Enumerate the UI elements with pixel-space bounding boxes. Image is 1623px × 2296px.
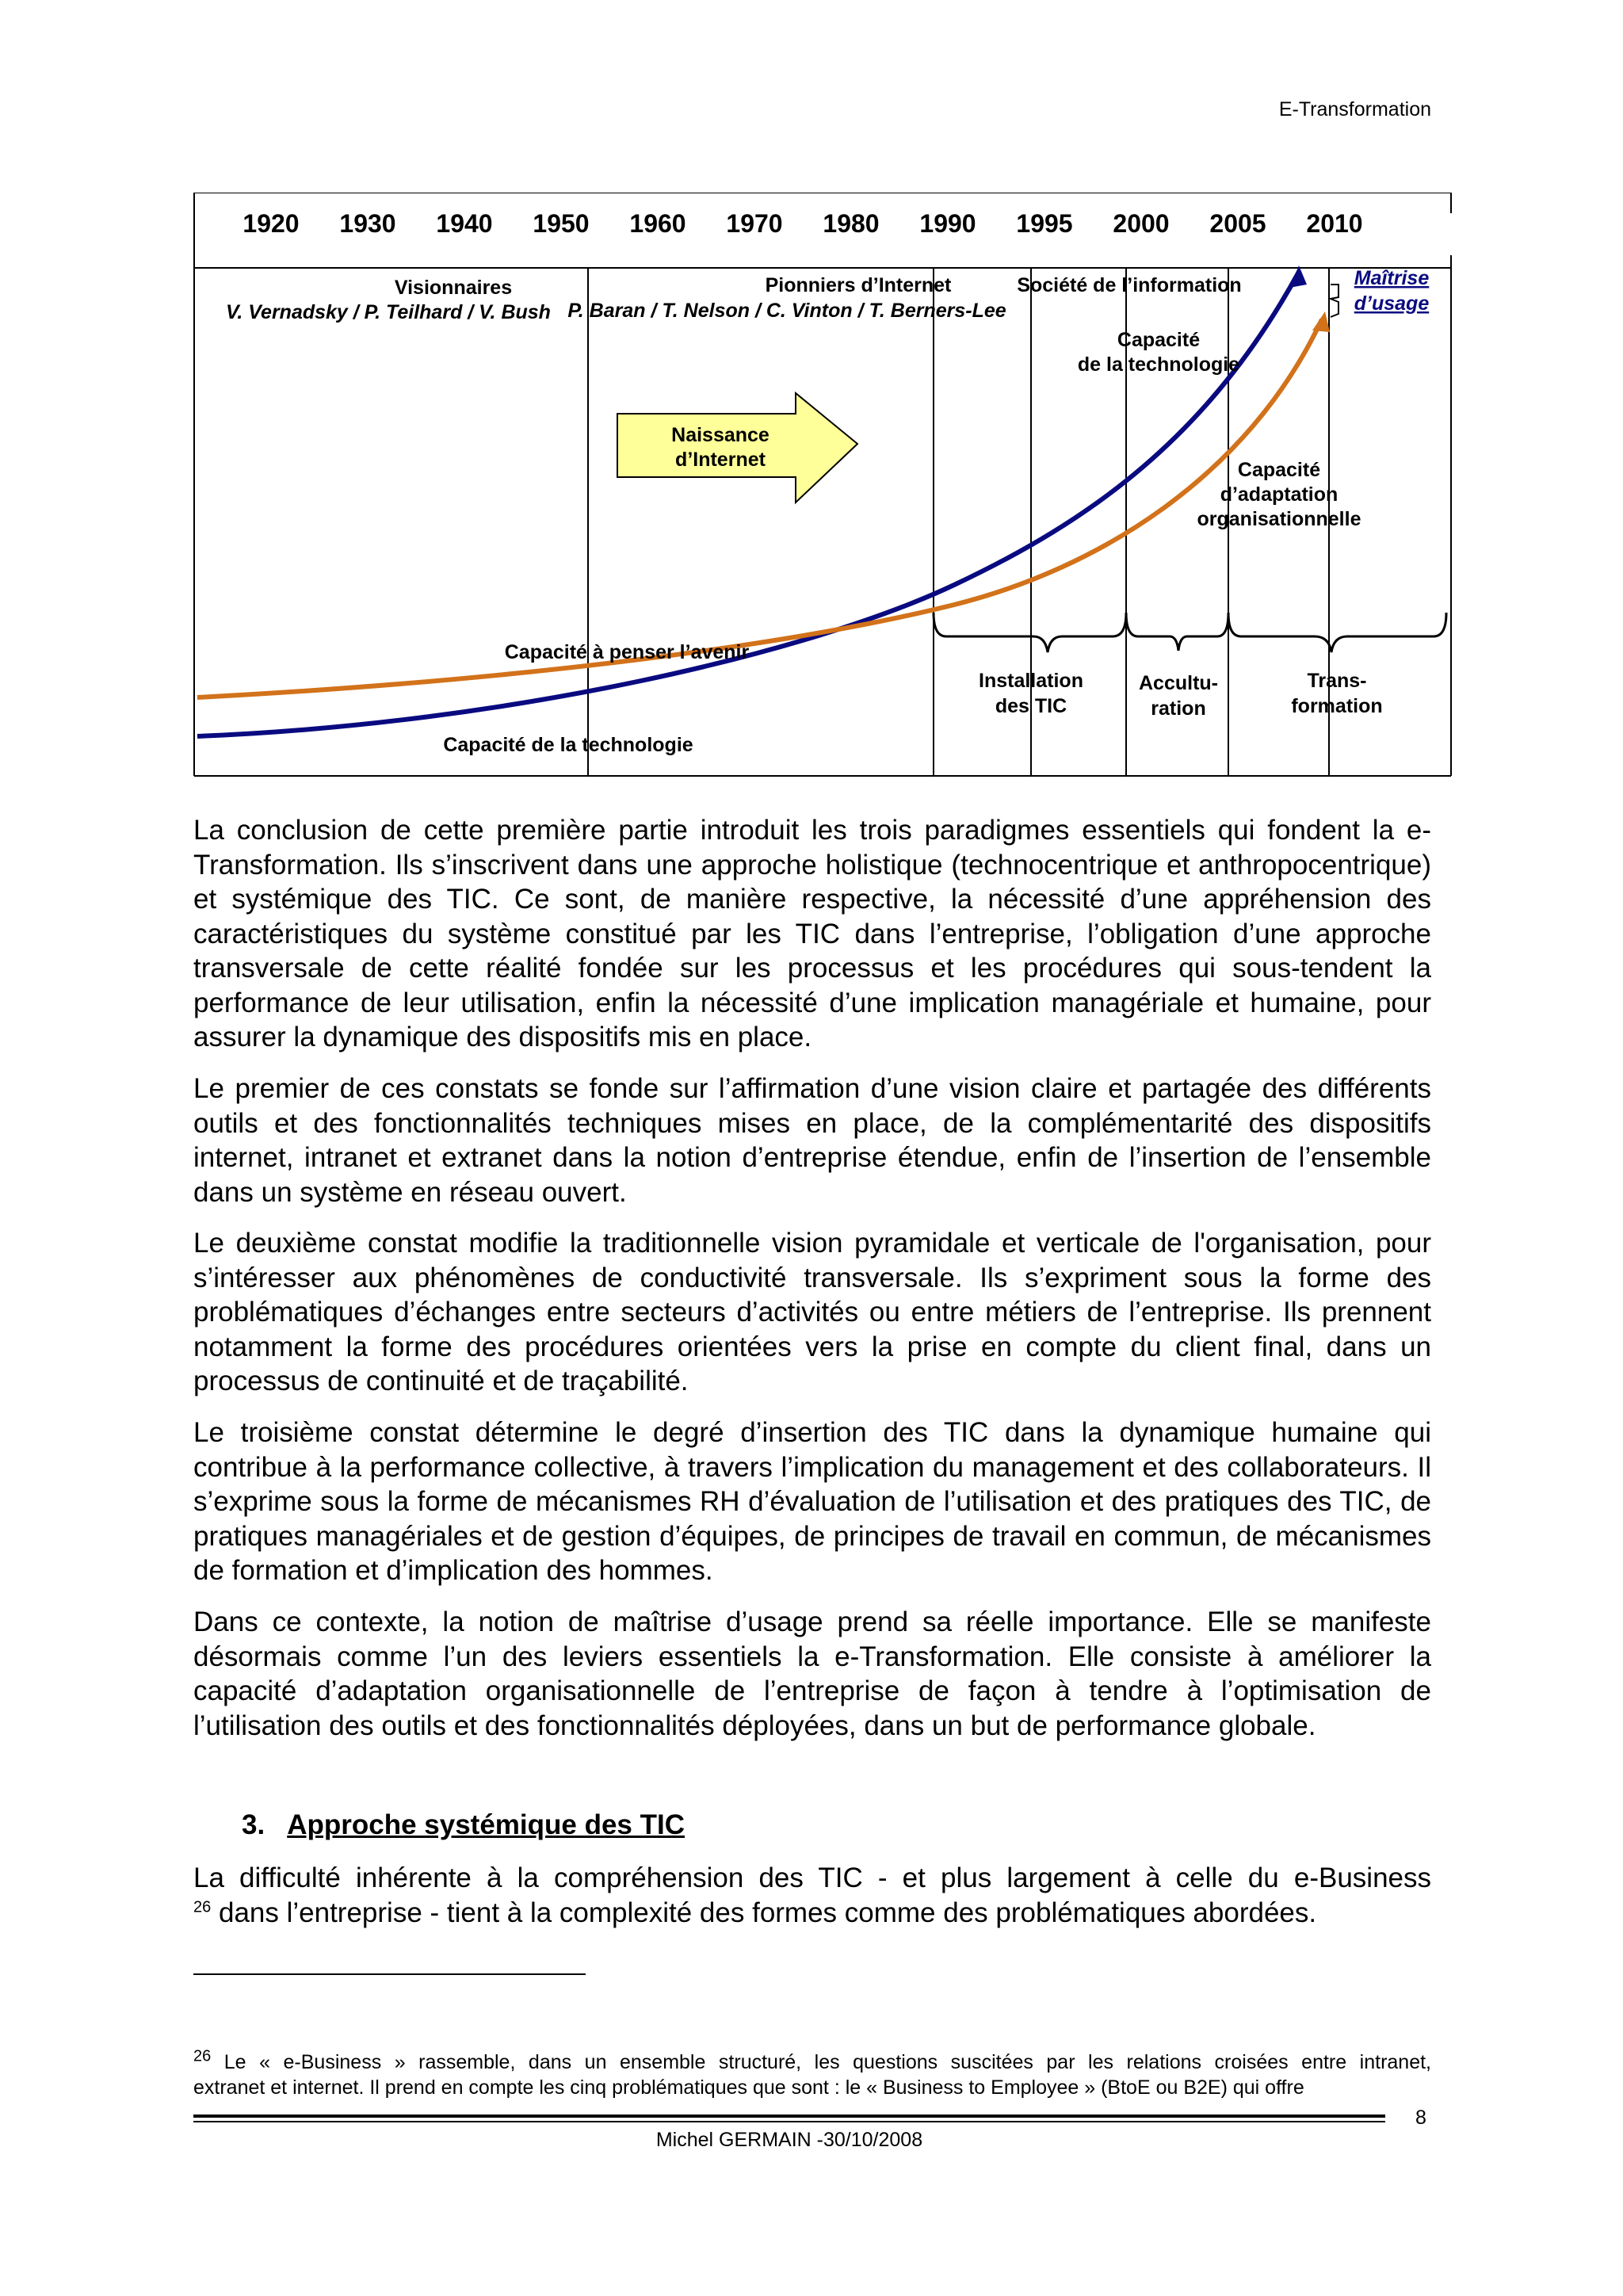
year-label: 1990: [919, 209, 976, 238]
year-label: 1920: [242, 209, 300, 238]
section-title: Approche systémique des TIC: [287, 1809, 685, 1840]
footer-rule: [193, 2121, 1385, 2122]
phase-installation-label: des TIC: [995, 695, 1067, 717]
capacite-adaptation-label: Capacité: [1237, 459, 1321, 481]
capacite-adaptation-label: organisationnelle: [1197, 508, 1361, 530]
last-paragraph-line: La difficulté inhérente à la compréhension des TIC - et plus largement à celle du e-Business: [193, 1862, 1431, 1893]
phase-transformation-label: formation: [1291, 695, 1383, 717]
footer-rule: [193, 2115, 1385, 2118]
era-pionniers: Pionniers d’Internet: [765, 274, 952, 296]
body-paragraph: Le troisième constat détermine le degré d’insertion des TIC dans la dynamique humaine qui contribue à la performance collective, à travers l’implication du management et des collaborateurs. Il s’exprime sous la forme de mécanismes RH d’évaluation de l’utilisation et des pratiques des TIC, de pratiques managériales et de gestion d’équipes, de principes de travail en commun, de mécanismes de formation et d’implication des hommes.: [193, 1417, 1431, 1586]
maitrise-bracket: [1331, 285, 1338, 317]
era-societe-information: Société de l’information: [1017, 274, 1242, 296]
last-paragraph: [193, 1861, 1431, 1930]
year-label: 1980: [823, 209, 880, 238]
body-paragraph: La conclusion de cette première partie introduit les trois paradigmes essentiels qui fondent la e-Transformation. Ils s’inscrivent dans une approche holistique (technocentrique et anthropocentrique) et systémique des TIC. Ce sont, de manière respective, la nécessité d’une appréhension des caractéristiques du système constitué par les TIC dans l’entreprise, l’obligation d’une approche transversale de cette réalité fondée sur les processus et les procédures qui sous-tendent la performance de leur utilisation, enfin la nécessité d’une implication managériale et humaine, pour assurer la dynamique des dispositifs mis en place.: [193, 815, 1431, 1052]
year-label: 1930: [339, 209, 396, 238]
capacite-technologie-bottom-label: Capacité de la technologie: [443, 734, 693, 756]
footnote-line: extranet et internet. Il prend en compte les cinq problématiques que sont : le « Business to Employee » (BtoE ou B2E) qui offre: [193, 2076, 1304, 2099]
phase-transformation-label: Trans-: [1307, 670, 1367, 692]
capacite-technologie-label: de la technologie: [1077, 353, 1240, 376]
footnote-separator: [193, 1973, 586, 1975]
timeline-diagram: [193, 193, 1452, 777]
year-label: 1995: [1016, 209, 1073, 238]
year-label: 1970: [726, 209, 783, 238]
footnote-number: 26: [193, 2047, 212, 2065]
year-label: 1950: [533, 209, 590, 238]
year-label: 1960: [629, 209, 686, 238]
body-paragraph: Le premier de ces constats se fonde sur l’affirmation d’une vision claire et partagée des différents outils et des fonctionnalités techniques mises en place, de la complémentarité des dispositifs internet, intranet et extranet dans la notion d’entreprise étendue, enfin de l’insertion de l’ensemble dans un système en réseau ouvert.: [193, 1073, 1431, 1208]
phase-installation-label: Installation: [979, 670, 1083, 692]
capacite-avenir-label: Capacité à penser l’avenir: [504, 641, 750, 663]
year-label: 2000: [1113, 209, 1170, 238]
naissance-internet-arrow: [617, 393, 857, 502]
acculturation-brace: [1126, 613, 1228, 651]
year-label: 2010: [1306, 209, 1363, 238]
year-label: 1940: [436, 209, 493, 238]
year-label: 2005: [1209, 209, 1266, 238]
era-pionniers-names: P. Baran / T. Nelson / C. Vinton / T. Berners-Lee: [567, 300, 1006, 322]
body-paragraph: Le deuxième constat modifie la traditionnelle vision pyramidale et verticale de l'organisation, pour s’intéresser aux phénomènes de conductivité transversale. Ils s’expriment sous la forme des problématiques d’échanges entre secteurs d’activités ou entre métiers de l’entreprise. Ils prennent notamment la forme des procédures orientées vers la prise en compte du client final, dans un processus de continuité et de traçabilité.: [193, 1228, 1431, 1396]
phase-acculturation-label: ration: [1151, 697, 1206, 720]
technology-curve-arrowhead: [1289, 266, 1307, 288]
body-paragraph: Dans ce contexte, la notion de maîtrise d’usage prend sa réelle importance. Elle se manifeste désormais comme l’un des leviers essentiels la e-Transformation. Elle consiste à améliorer la capacité d’adaptation organisationnelle de l’entreprise de façon à tendre à l’optimisation de l’utilisation des outils et des fonctionnalités déployées, dans un but de performance globale.: [193, 1606, 1431, 1741]
section-heading: [242, 1809, 685, 1841]
running-header: E-Transformation: [1278, 98, 1431, 120]
footnote-ref[interactable]: 26: [193, 1897, 212, 1916]
last-paragraph-line: dans l’entreprise - tient à la complexité des formes comme des problématiques abordées.: [211, 1897, 1317, 1928]
era-visionnaires-names: V. Vernadsky / P. Teilhard / V. Bush: [226, 301, 551, 323]
footnote: [193, 2047, 1431, 2100]
capacite-technologie-label: Capacité: [1117, 329, 1201, 351]
naissance-label: Naissance: [671, 424, 769, 446]
phase-acculturation-label: Accultu-: [1139, 672, 1218, 694]
capacite-adaptation-label: d’adaptation: [1220, 483, 1338, 506]
era-visionnaires: Visionnaires: [394, 277, 513, 299]
page-number: 8: [1415, 2107, 1426, 2129]
adaptation-curve-arrowhead: [1312, 311, 1330, 332]
footnote-line: Le « e-Business » rassemble, dans un ensemble structuré, les questions suscitées par les relations croisées entre intranet,: [211, 2051, 1431, 2073]
footer-author-date: Michel GERMAIN -30/10/2008: [655, 2129, 923, 2151]
adaptation-capacity-curve: [197, 319, 1322, 697]
naissance-label: d’Internet: [675, 449, 766, 471]
transformation-brace: [1228, 613, 1446, 652]
installation-brace: [934, 613, 1126, 652]
era-maitrise-usage: d’usage: [1354, 292, 1430, 315]
section-number: 3.: [242, 1809, 265, 1840]
era-maitrise-usage: Maîtrise: [1354, 267, 1430, 289]
